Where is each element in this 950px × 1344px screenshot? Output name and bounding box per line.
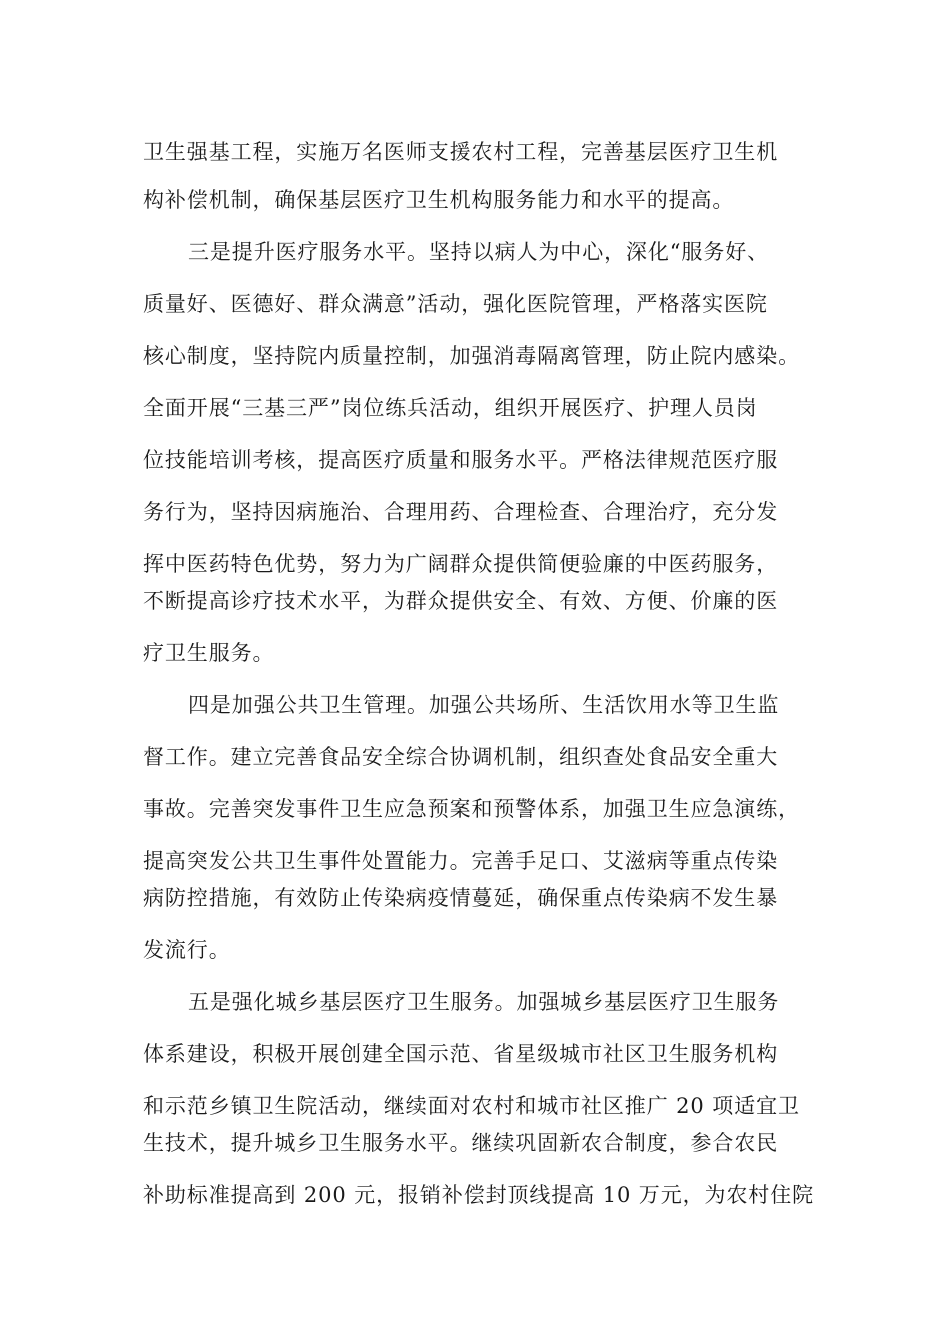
text-line: 务行为，坚持因病施治、合理用药、合理检查、合理治疗，充分发 xyxy=(143,500,779,524)
text-line: 生技术，提升城乡卫生服务水平。继续巩固新农合制度，参合农民 xyxy=(143,1131,779,1155)
text-line: 事故。完善突发事件卫生应急预案和预警体系，加强卫生应急演练， xyxy=(143,797,800,821)
paragraph-start-line: 四是加强公共卫生管理。加强公共场所、生活饮用水等卫生监 xyxy=(188,693,780,717)
text-line: 挥中医药特色优势，努力为广阔群众提供简便验廉的中医药服务， xyxy=(143,552,779,576)
text-line: 全面开展“三基三严”岗位练兵活动，组织开展医疗、护理人员岗 xyxy=(143,396,758,420)
text-line: 提高突发公共卫生事件处置能力。完善手足口、艾滋病等重点传染 xyxy=(143,849,779,873)
text-line: 督工作。建立完善食品安全综合协调机制，组织查处食品安全重大 xyxy=(143,745,779,769)
text-line: 核心制度，坚持院内质量控制，加强消毒隔离管理，防止院内感染。 xyxy=(143,344,800,368)
text-line: 和示范乡镇卫生院活动，继续面对农村和城市社区推广 20 项适宜卫 xyxy=(143,1094,800,1118)
text-line: 体系建设，积极开展创建全国示范、省星级城市社区卫生服务机构 xyxy=(143,1042,779,1066)
text-line: 发流行。 xyxy=(143,938,231,962)
paragraph-start-line: 五是强化城乡基层医疗卫生服务。加强城乡基层医疗卫生服务 xyxy=(188,990,780,1014)
text-line: 补助标准提高到 200 元，报销补偿封顶线提高 10 万元，为农村住院 xyxy=(143,1183,815,1207)
text-line: 不断提高诊疗技术水平，为群众提供安全、有效、方便、价廉的医 xyxy=(143,589,779,613)
text-line: 疗卫生服务。 xyxy=(143,641,275,665)
text-line: 质量好、医德好、群众满意”活动，强化医院管理，严格落实医院 xyxy=(143,292,768,316)
text-line: 位技能培训考核，提高医疗质量和服务水平。严格法律规范医疗服 xyxy=(143,448,779,472)
paragraph-start-line: 三是提升医疗服务水平。坚持以病人为中心，深化“服务好、 xyxy=(188,240,770,264)
text-line: 病防控措施，有效防止传染病疫情蔓延，确保重点传染病不发生暴 xyxy=(143,886,779,910)
text-line: 构补偿机制，确保基层医疗卫生机构服务能力和水平的提高。 xyxy=(143,188,735,212)
text-line: 卫生强基工程，实施万名医师支援农村工程，完善基层医疗卫生机 xyxy=(143,140,779,164)
